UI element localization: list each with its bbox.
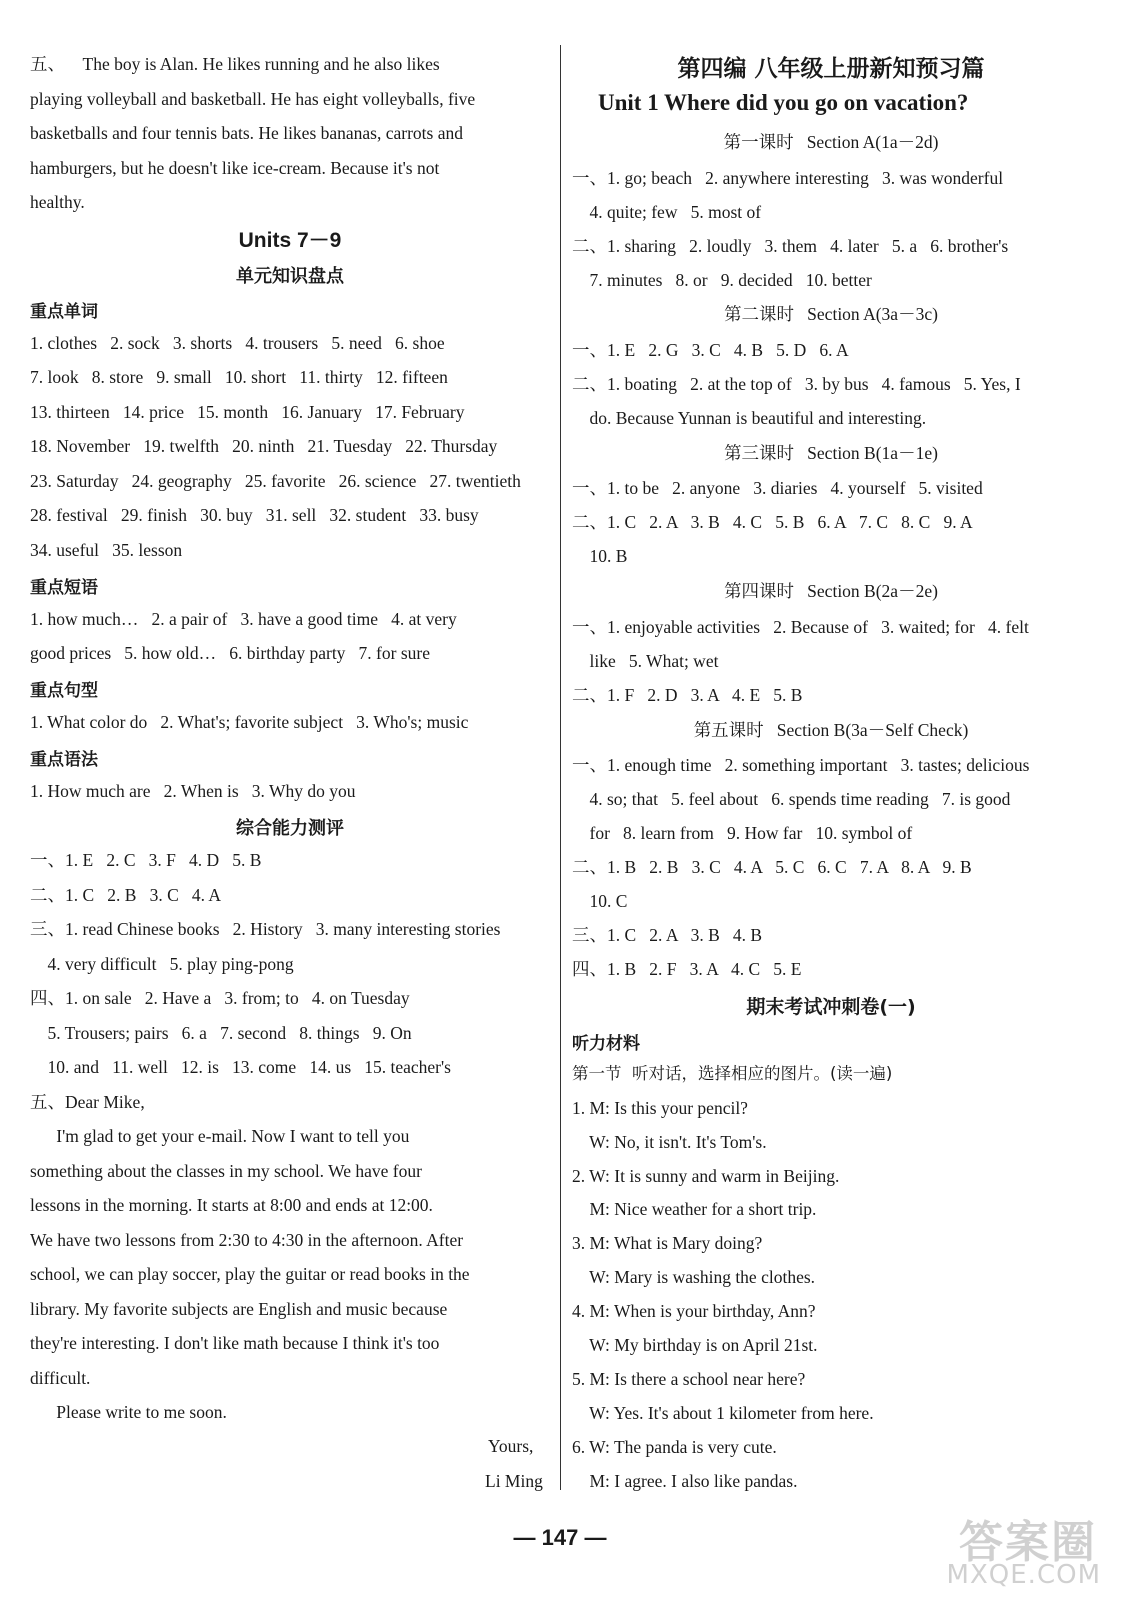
watermark-logo-text: 答案圈 — [959, 1517, 1097, 1568]
answer-line: 4. very difficult 5. play ping-pong — [30, 954, 294, 974]
answer-line: 二、1. boating 2. at the top of 3. by bus 4. famous 5. Yes, I — [572, 374, 1021, 394]
watermark-site: MXQE.COM — [946, 1560, 1101, 1590]
lesson-title: 第二课时 Section A(3a－3c) — [724, 304, 938, 324]
passage-line: healthy. — [30, 192, 85, 212]
answer-line: 二、1. B 2. B 3. C 4. A 5. C 6. C 7. A 8. A 9. B — [572, 857, 972, 877]
dialog-line: W: No, it isn't. It's Tom's. — [572, 1132, 767, 1152]
listening-intro: 第一节 听对话，选择相应的图片。(读一遍) — [572, 1064, 893, 1083]
dialog-line: 2. W: It is sunny and warm in Beijing. — [572, 1166, 840, 1186]
answer-line: 7. minutes 8. or 9. decided 10. better — [572, 270, 872, 290]
page-number: — 147 — — [513, 1525, 607, 1550]
answer-line: 三、1. C 2. A 3. B 4. B — [572, 925, 763, 945]
dialog-line: 1. M: Is this your pencil? — [572, 1098, 748, 1118]
answer-line: 一、1. go; beach 2. anywhere interesting 3. was wonderful — [572, 168, 1004, 188]
passage-line: 五、 The boy is Alan. He likes running and he also likes — [30, 54, 440, 74]
test-title: 综合能力测评 — [236, 818, 344, 839]
letter-line: I'm glad to get your e-mail. Now I want to tell you — [30, 1126, 410, 1146]
vocab-line: 23. Saturday 24. geography 25. favorite 26. science 27. twentieth — [30, 471, 521, 491]
vocab-label: 重点单词 — [30, 302, 98, 322]
dialog-line: W: Mary is washing the clothes. — [572, 1267, 816, 1287]
answer-line: for 8. learn from 9. How far 10. symbol of — [572, 823, 913, 843]
phrase-line: 1. how much… 2. a pair of 3. have a good time 4. at very — [30, 609, 457, 629]
column-divider — [560, 45, 561, 1490]
listening-label: 听力材料 — [572, 1034, 640, 1054]
exam-title: 期末考试冲刺卷(一) — [746, 996, 916, 1018]
sentence-line: 1. What color do 2. What's; favorite subject 3. Who's; music — [30, 712, 469, 732]
letter-line: they're interesting. I don't like math because I think it's too — [30, 1333, 440, 1353]
dialog-line: M: Nice weather for a short trip. — [572, 1199, 817, 1219]
passage-line: basketballs and four tennis bats. He likes bananas, carrots and — [30, 123, 463, 143]
letter-line: school, we can play soccer, play the guitar or read books in the — [30, 1264, 470, 1284]
letter-line: difficult. — [30, 1368, 91, 1388]
answer-line: 10. B — [572, 546, 628, 566]
letter-closing: Yours, — [488, 1436, 534, 1456]
vocab-line: 7. look 8. store 9. small 10. short 11. thirty 12. fifteen — [30, 367, 448, 387]
dialog-line: W: Yes. It's about 1 kilometer from here. — [572, 1403, 874, 1423]
dialog-line: 6. W: The panda is very cute. — [572, 1437, 777, 1457]
grammar-line: 1. How much are 2. When is 3. Why do you — [30, 781, 356, 801]
answer-line: 4. quite; few 5. most of — [572, 202, 762, 222]
answer-line: 二、1. C 2. A 3. B 4. C 5. B 6. A 7. C 8. C 9. A — [572, 512, 973, 532]
vocab-line: 28. festival 29. finish 30. buy 31. sell 32. student 33. busy — [30, 505, 479, 525]
passage-line: playing volleyball and basketball. He has eight volleyballs, five — [30, 89, 476, 109]
answer-line: 一、1. E 2. G 3. C 4. B 5. D 6. A — [572, 340, 849, 360]
answer-line: 一、1. E 2. C 3. F 4. D 5. B — [30, 850, 262, 870]
letter-signature: Li Ming — [485, 1471, 543, 1491]
grammar-label: 重点语法 — [30, 750, 98, 770]
vocab-line: 1. clothes 2. sock 3. shorts 4. trousers 5. need 6. shoe — [30, 333, 445, 353]
part-title: 第四编 八年级上册新知预习篇 — [677, 56, 985, 82]
letter-line: library. My favorite subjects are English and music because — [30, 1299, 448, 1319]
sentence-label: 重点句型 — [30, 681, 98, 701]
lesson-title: 第一课时 Section A(1a－2d) — [723, 132, 939, 152]
watermark-logo — [917, 1502, 1107, 1592]
answer-line: 10. and 11. well 12. is 13. come 14. us 15. teacher's — [30, 1057, 451, 1077]
letter-line: Please write to me soon. — [30, 1402, 227, 1422]
letter-line: We have two lessons from 2:30 to 4:30 in the afternoon. After — [30, 1230, 464, 1250]
phrase-line: good prices 5. how old… 6. birthday party 7. for sure — [30, 643, 430, 663]
answer-line: do. Because Yunnan is beautiful and interesting. — [572, 408, 927, 428]
letter-line: lessons in the morning. It starts at 8:00 and ends at 12:00. — [30, 1195, 433, 1215]
vocab-line: 13. thirteen 14. price 15. month 16. January 17. February — [30, 402, 465, 422]
answer-line: 四、1. on sale 2. Have a 3. from; to 4. on Tuesday — [30, 988, 410, 1008]
dialog-line: 4. M: When is your birthday, Ann? — [572, 1301, 816, 1321]
phrase-label: 重点短语 — [30, 578, 98, 598]
vocab-line: 18. November 19. twelfth 20. ninth 21. Tuesday 22. Thursday — [30, 436, 498, 456]
review-title: 单元知识盘点 — [236, 266, 344, 287]
answer-line: 二、1. F 2. D 3. A 4. E 5. B — [572, 685, 803, 705]
answer-line: 一、1. enough time 2. something important 3. tastes; delicious — [572, 755, 1030, 775]
answer-line: like 5. What; wet — [572, 651, 719, 671]
lesson-title: 第三课时 Section B(1a－1e) — [724, 443, 938, 463]
answer-line: 二、1. sharing 2. loudly 3. them 4. later 5. a 6. brother's — [572, 236, 1009, 256]
answer-line: 4. so; that 5. feel about 6. spends time reading 7. is good — [572, 789, 1011, 809]
letter-line: something about the classes in my school. We have four — [30, 1161, 422, 1181]
units-title: Units 7－9 — [238, 229, 342, 252]
dialog-line: 3. M: What is Mary doing? — [572, 1233, 763, 1253]
dialog-line: W: My birthday is on April 21st. — [572, 1335, 818, 1355]
answer-line: 一、1. to be 2. anyone 3. diaries 4. yourself 5. visited — [572, 478, 983, 498]
answer-line: 二、1. C 2. B 3. C 4. A — [30, 885, 222, 905]
dialog-line: M: I agree. I also like pandas. — [572, 1471, 798, 1491]
vocab-line: 34. useful 35. lesson — [30, 540, 183, 560]
answer-line: 一、1. enjoyable activities 2. Because of 3. waited; for 4. felt — [572, 617, 1029, 637]
dialog-line: 5. M: Is there a school near here? — [572, 1369, 806, 1389]
lesson-title: 第四课时 Section B(2a－2e) — [724, 581, 938, 601]
answer-line: 三、1. read Chinese books 2. History 3. many interesting stories — [30, 919, 501, 939]
lesson-title: 第五课时 Section B(3a－Self Check) — [693, 720, 969, 740]
answer-line: 5. Trousers; pairs 6. a 7. second 8. things 9. On — [30, 1023, 412, 1043]
answer-line: 四、1. B 2. F 3. A 4. C 5. E — [572, 959, 802, 979]
answer-line: 10. C — [572, 891, 628, 911]
unit-title: Unit 1 Where did you go on vacation? — [598, 90, 969, 115]
letter-line: 五、Dear Mike, — [30, 1092, 145, 1112]
passage-line: hamburgers, but he doesn't like ice-cream. Because it's not — [30, 158, 440, 178]
